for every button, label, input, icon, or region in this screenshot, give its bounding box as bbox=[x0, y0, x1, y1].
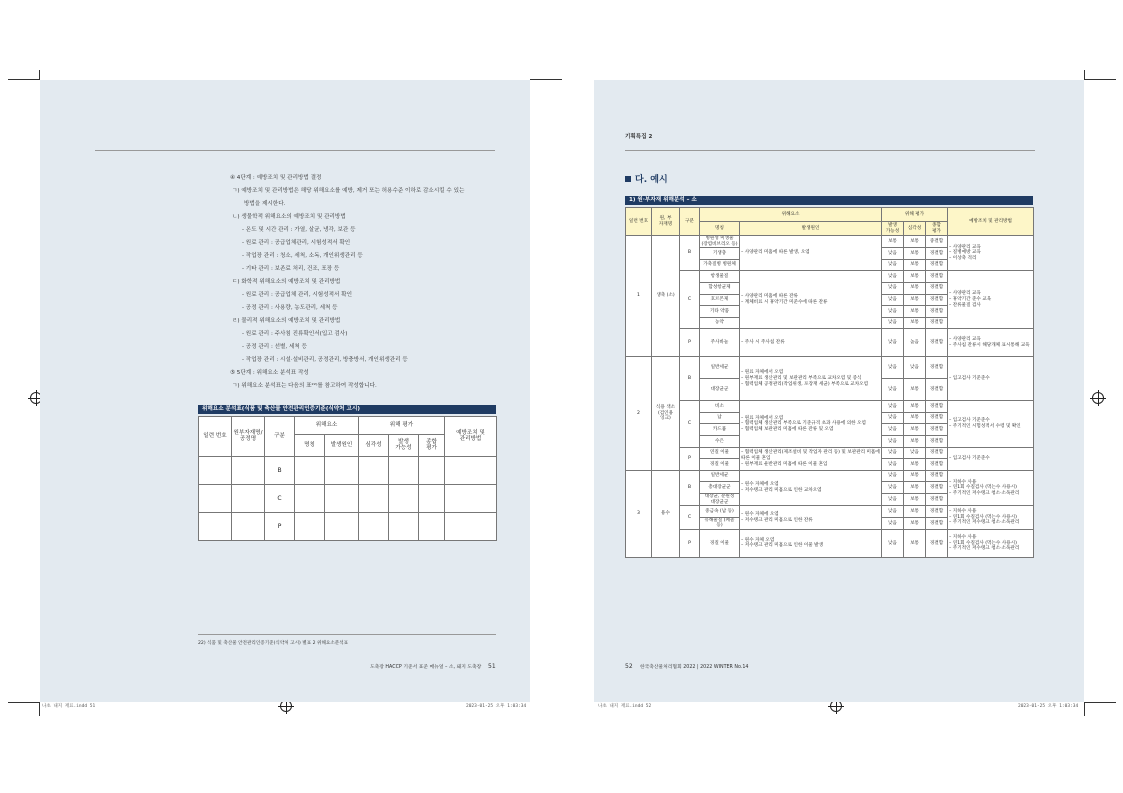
severity-cell: 보통 bbox=[904, 424, 926, 436]
likelihood-cell: 낮음 bbox=[882, 424, 904, 436]
control-cell: – 지하수 사용 – 연1회 수질검사 (먹는수 사용시) – 주기적인 저수탱크 청소·소독관리 bbox=[948, 506, 1034, 530]
control-cell: – 입고검사 기준준수 – 주기적인 시험성적서 수령 및 확인 bbox=[948, 401, 1034, 447]
hazard-name-cell: 중금속 (납 등) bbox=[700, 506, 740, 518]
hazard-name-cell: 일반세균 bbox=[700, 357, 740, 379]
step-text: - 공정 관리 : 선별, 세척 등 bbox=[242, 344, 307, 350]
overall-cell: 경결함 bbox=[926, 306, 948, 318]
section-title bbox=[625, 172, 668, 185]
severity-cell: 보통 bbox=[904, 459, 926, 471]
hazard-name-cell: 총대장균군 bbox=[700, 482, 740, 494]
control-cell: – 사양관리 교육 – 휴약기간 준수 교육 – 잔류물질 검사 bbox=[948, 271, 1034, 329]
slug-file: 나초 내지 재료.indd 52 bbox=[598, 704, 652, 709]
header-cell: 발생원인 bbox=[325, 435, 359, 457]
step-text: - 기타 관리 : 보존료 처리, 건조, 포장 등 bbox=[242, 266, 340, 272]
hazard-name-cell: 가축질병 병원체 bbox=[700, 259, 740, 271]
overall-cell: 경결함 bbox=[926, 379, 948, 401]
header-cell: 일련 번호 bbox=[199, 417, 232, 457]
material-cell: 생축 (소) bbox=[652, 236, 680, 357]
step-text: ④ 4단계 : 예방조치 및 관리방법 결정 bbox=[230, 175, 322, 181]
table-row bbox=[626, 401, 1034, 413]
overall-cell: 중결함 bbox=[926, 236, 948, 248]
table-body bbox=[626, 236, 1034, 558]
control-cell: – 입고검사 기준준수 bbox=[948, 447, 1034, 470]
overall-cell: 경결함 bbox=[926, 248, 948, 260]
overall-cell: 경결함 bbox=[926, 506, 948, 518]
crop-mark bbox=[1084, 70, 1085, 80]
step-text: - 원료 관리 : 공급업체관리, 시험성적서 확인 bbox=[242, 240, 351, 246]
likelihood-cell: 낮음 bbox=[882, 447, 904, 459]
hazard-name-cell: 수은 bbox=[700, 436, 740, 448]
severity-cell: 낮음 bbox=[904, 447, 926, 459]
header-cell: 종합 평가 bbox=[926, 222, 948, 236]
likelihood-cell: 낮음 bbox=[882, 470, 904, 482]
header-cell: 예방조치 및 관리방법 bbox=[445, 417, 497, 457]
crop-mark bbox=[8, 702, 40, 703]
severity-cell: 보통 bbox=[904, 379, 926, 401]
crop-mark bbox=[1084, 79, 1116, 80]
step-text: ㄷ) 화학적 위해요소의 예방조치 및 관리방법 bbox=[232, 279, 341, 285]
severity-cell: 보통 bbox=[904, 493, 926, 505]
severity-cell: 보통 bbox=[904, 317, 926, 329]
crop-mark bbox=[39, 70, 40, 80]
crop-mark bbox=[8, 79, 40, 80]
likelihood-cell: 낮음 bbox=[882, 294, 904, 306]
type-cell: P bbox=[680, 447, 700, 470]
severity-cell: 보통 bbox=[904, 248, 926, 260]
crop-mark bbox=[39, 702, 40, 716]
severity-cell: 낮음 bbox=[904, 357, 926, 379]
header-cell: 위해요소 bbox=[700, 208, 882, 222]
type-cell: B bbox=[680, 236, 700, 271]
likelihood-cell: 낮음 bbox=[882, 493, 904, 505]
hazard-name-cell: 대장균군 bbox=[700, 379, 740, 401]
raw-material-hazard-table bbox=[625, 207, 1034, 558]
likelihood-cell: 낮음 bbox=[882, 248, 904, 260]
crop-mark bbox=[1084, 702, 1116, 703]
severity-cell: 보통 bbox=[904, 282, 926, 294]
overall-cell: 경결함 bbox=[926, 470, 948, 482]
header-cell: 종합 평가 bbox=[419, 435, 445, 457]
slug-date: 2023-01-25 오후 1:03:34 bbox=[1018, 704, 1079, 709]
serial-number-cell: 1 bbox=[626, 236, 652, 357]
severity-cell: 보통 bbox=[904, 236, 926, 248]
hazard-name-cell: 대장균, 분원성 대장균군 bbox=[700, 493, 740, 505]
hazard-name-cell: 납 bbox=[700, 412, 740, 424]
likelihood-cell: 낮음 bbox=[882, 259, 904, 271]
step-text: ㄴ) 생물학적 위해요소의 예방조치 및 관리방법 bbox=[232, 214, 346, 220]
material-cell: 식용 색소 (검인용 잉크) bbox=[652, 357, 680, 471]
control-cell: – 사양관리 교육 – 질병예방 교육 – 이상축 격리 bbox=[948, 236, 1034, 271]
overall-cell: 경결함 bbox=[926, 271, 948, 283]
square-bullet-icon bbox=[625, 176, 631, 182]
step-text: - 원료 관리 : 주사침 진류확인서(입고 검사) bbox=[242, 331, 348, 337]
type-cell: P bbox=[680, 329, 700, 357]
severity-cell: 보통 bbox=[904, 470, 926, 482]
overall-cell: 경결함 bbox=[926, 517, 948, 529]
page-number: 51 bbox=[488, 663, 496, 670]
overall-cell: 경결함 bbox=[926, 493, 948, 505]
registration-mark-icon bbox=[1092, 392, 1104, 404]
slug-file: 나초 내지 재료.indd 51 bbox=[42, 704, 96, 709]
footnote: 22) 식품 및 축산물 안전관리인증기준(식약처 고시) 별표 2 위해요소분석표 bbox=[198, 641, 349, 646]
hazard-name-cell: 농약 bbox=[700, 317, 740, 329]
hazard-name-cell: 호르몬제 bbox=[700, 294, 740, 306]
severity-cell: 보통 bbox=[904, 259, 926, 271]
type-cell: P bbox=[680, 529, 700, 557]
table-row bbox=[626, 357, 1034, 379]
hazard-name-cell: 기생충 bbox=[700, 248, 740, 260]
step-text: ⑤ 5단계 : 위해요소 분석표 작성 bbox=[230, 370, 309, 376]
likelihood-cell: 낮음 bbox=[882, 306, 904, 318]
serial-number-cell: 2 bbox=[626, 357, 652, 471]
control-cell: – 지하수 사용 – 연1회 수질검사 (먹는수 사용시) – 주기적인 저수탱크 청소·소독관리 bbox=[948, 470, 1034, 505]
header-cell: 위해 평가 bbox=[882, 208, 948, 222]
section-label: 기획특집 2 bbox=[625, 134, 653, 140]
severity-cell: 보통 bbox=[904, 401, 926, 413]
severity-cell: 보통 bbox=[904, 271, 926, 283]
overall-cell: 경결함 bbox=[926, 436, 948, 448]
likelihood-cell: 낮음 bbox=[882, 436, 904, 448]
table-header-row bbox=[199, 417, 497, 435]
hazard-name-cell: 경질 이물 bbox=[700, 459, 740, 471]
header-cell: 예방조치 및 관리방법 bbox=[948, 208, 1034, 236]
header-cell: 위해 평가 bbox=[359, 417, 445, 435]
severity-cell: 보통 bbox=[904, 436, 926, 448]
likelihood-cell: 낮음 bbox=[882, 459, 904, 471]
hazard-name-cell: 유해물질 (페놀 등) bbox=[700, 517, 740, 529]
step-text: - 온도 및 시간 관리 : 가열, 살균, 냉각, 보관 등 bbox=[242, 227, 356, 233]
cause-cell: – 사양관리 미흡에 따른 발생, 오염 bbox=[740, 236, 882, 271]
type-cell: C bbox=[680, 401, 700, 447]
severity-cell: 보통 bbox=[904, 529, 926, 557]
likelihood-cell: 낮음 bbox=[882, 271, 904, 283]
overall-cell: 경결함 bbox=[926, 447, 948, 459]
left-table-caption: 위해요소 분석표(식품 및 축산물 안전관리인증기준(식약처 고시) bbox=[198, 405, 496, 414]
likelihood-cell: 낮음 bbox=[882, 401, 904, 413]
crop-mark bbox=[1084, 702, 1085, 716]
header-cell: 명칭 bbox=[295, 435, 325, 457]
control-cell: – 입고검사 기준준수 bbox=[948, 357, 1034, 401]
header-cell: 원, 부 자재명 bbox=[652, 208, 680, 236]
cause-cell: – 원료 자체에서 오염 – 원부재료 생산관리 및 보관관리 부족으로 교차오염 및 증식 – 협력업체 공정관리(작업위생, 포장재 세균) 부족으로 교차오염 bbox=[740, 357, 882, 401]
hazard-name-cell: 합성항균제 bbox=[700, 282, 740, 294]
header-cell: 심각성 bbox=[359, 435, 389, 457]
severity-cell: 보통 bbox=[904, 506, 926, 518]
cause-cell: – 원수 자체에 오염 – 저수탱크 관리 미흡으로 인한 잔류 bbox=[740, 506, 882, 530]
right-table-caption: 1) 원·부자재 위해분석 – 소 bbox=[625, 196, 1033, 205]
overall-cell: 경결함 bbox=[926, 482, 948, 494]
header-cell: 원부자재명/ 공정명 bbox=[232, 417, 265, 457]
left-page bbox=[40, 80, 530, 702]
step-text: ㄱ) 예방조치 및 관리방법은 해당 위해요소를 예방, 제거 또는 허용수준 이하로 감소시킬 수 있는 bbox=[232, 188, 465, 194]
material-cell: 용수 bbox=[652, 470, 680, 557]
overall-cell: 경결함 bbox=[926, 357, 948, 379]
step-text: ㄱ) 위해요소 분석표는 다음의 표²²⁾를 참고하여 작성합니다. bbox=[232, 383, 377, 389]
likelihood-cell: 낮음 bbox=[882, 329, 904, 357]
severity-cell: 보통 bbox=[904, 482, 926, 494]
step-text: - 작업장 관리 : 청소, 세척, 소독, 개인위생관리 등 bbox=[242, 253, 363, 259]
table-row bbox=[199, 513, 497, 541]
overall-cell: 경결함 bbox=[926, 459, 948, 471]
header-cell: 심각성 bbox=[904, 222, 926, 236]
hazard-name-cell: 비소 bbox=[700, 401, 740, 413]
step-text: 방법을 제시한다. bbox=[244, 201, 286, 207]
table-row bbox=[626, 236, 1034, 248]
likelihood-cell: 보통 bbox=[882, 236, 904, 248]
table-row bbox=[626, 329, 1034, 357]
table-row bbox=[626, 506, 1034, 518]
type-cell: B bbox=[265, 457, 295, 485]
cause-cell: – 원수 자체 오염 – 저수탱크 관리 미흡으로 인한 이물 발생 bbox=[740, 529, 882, 557]
type-cell: P bbox=[265, 513, 295, 541]
step-text: - 원료 관리 : 공급업체 관리, 시험성적서 확인 bbox=[242, 292, 352, 298]
likelihood-cell: 낮음 bbox=[882, 379, 904, 401]
likelihood-cell: 낮음 bbox=[882, 282, 904, 294]
overall-cell: 경결함 bbox=[926, 282, 948, 294]
hazard-name-cell: 주사바늘 bbox=[700, 329, 740, 357]
header-cell: 일련 번호 bbox=[626, 208, 652, 236]
hazard-name-cell: 경질 이물 bbox=[700, 529, 740, 557]
section-title-text: 다. 예시 bbox=[635, 175, 668, 185]
hazard-name-cell: 항생물질 bbox=[700, 271, 740, 283]
hazard-analysis-template-table bbox=[198, 416, 497, 541]
type-cell: C bbox=[680, 506, 700, 530]
cause-cell: – 사양관리 미흡에 따른 잔류 – 계체비료 시 휴약기간 미준수에 따른 잔류 bbox=[740, 271, 882, 329]
overall-cell: 경결함 bbox=[926, 259, 948, 271]
top-rule bbox=[95, 150, 495, 151]
header-cell: 구분 bbox=[680, 208, 700, 236]
running-footer: 한국축산물처리협회 2022 | 2022 WINTER No.14 bbox=[640, 665, 749, 670]
severity-cell: 보통 bbox=[904, 412, 926, 424]
hazard-name-cell: 병원성 미생물 (장염비브리오 등) bbox=[701, 236, 738, 247]
severity-cell: 높음 bbox=[904, 329, 926, 357]
table-row bbox=[626, 271, 1034, 283]
running-footer: 도축장 HACCP 기준서 표준 매뉴얼 – 소, 돼지 도축장 bbox=[370, 665, 482, 670]
control-cell: – 지하수 사용 – 연1회 수질검사 (먹는수 사용시) – 주기적인 저수탱크 청소·소독관리 bbox=[948, 529, 1034, 557]
cause-cell: – 원수 자체에 오염 – 저수탱크 관리 미흡으로 인한 교차오염 bbox=[740, 470, 882, 505]
table-row bbox=[626, 470, 1034, 482]
severity-cell: 보통 bbox=[904, 294, 926, 306]
slug-date: 2023-01-25 오후 1:03:34 bbox=[466, 704, 527, 709]
crop-mark bbox=[530, 79, 562, 80]
table-row bbox=[199, 485, 497, 513]
header-cell: 발생 가능성 bbox=[389, 435, 419, 457]
overall-cell: 경결함 bbox=[926, 412, 948, 424]
serial-number-cell: 3 bbox=[626, 470, 652, 557]
overall-cell: 경결함 bbox=[926, 317, 948, 329]
footnote-rule bbox=[198, 634, 496, 635]
header-cell: 발생 가능성 bbox=[882, 222, 904, 236]
cause-cell: – 주사 시 주사침 잔류 bbox=[740, 329, 882, 357]
likelihood-cell: 낮음 bbox=[882, 317, 904, 329]
likelihood-cell: 낮음 bbox=[882, 412, 904, 424]
overall-cell: 경결함 bbox=[926, 401, 948, 413]
control-cell: – 사양관리 교육 – 주사침 잔류시 해당개체 표시통해 교육 bbox=[948, 329, 1034, 357]
table-row bbox=[626, 529, 1034, 557]
severity-cell: 보통 bbox=[904, 517, 926, 529]
hazard-name-cell: 기타 약품 bbox=[700, 306, 740, 318]
table-row bbox=[626, 447, 1034, 459]
likelihood-cell: 낮음 bbox=[882, 506, 904, 518]
step-text: - 작업장 관리 : 시설·설비관리, 공정관리, 방충방서, 개인위생관리 등 bbox=[242, 357, 408, 363]
table-row bbox=[199, 457, 497, 485]
type-cell: B bbox=[680, 470, 700, 505]
likelihood-cell: 낮음 bbox=[882, 517, 904, 529]
type-cell: B bbox=[680, 357, 700, 401]
hazard-name-cell: 일반세균 bbox=[700, 470, 740, 482]
top-rule bbox=[625, 150, 1035, 151]
severity-cell: 보통 bbox=[904, 306, 926, 318]
cause-cell: – 원료 자체에서 오염 – 협력업체 생산관리 부족으로 기준규격 초과 사용에 의한 오염 – 협력업체 보관관리 미흡에 따른 잔류 및 오염 bbox=[740, 401, 882, 447]
header-cell: 발생원인 bbox=[740, 222, 882, 236]
likelihood-cell: 낮음 bbox=[882, 529, 904, 557]
cause-cell: – 협력업체 생산관리(제조설비 및 작업자 관리 등) 및 보관관리 미흡에 따른 이물 혼입 – 원부재료 운반관리 미흡에 따른 이물 혼입 bbox=[740, 447, 882, 470]
page-number: 52 bbox=[625, 663, 633, 670]
header-cell: 명칭 bbox=[700, 222, 740, 236]
table-header-row bbox=[626, 208, 1034, 222]
step-text: ㄹ) 물리적 위해요소의 예방조치 및 관리방법 bbox=[232, 318, 341, 324]
type-cell: C bbox=[265, 485, 295, 513]
step-text: - 공정 관리 : 사용량, 농도관리, 세척 등 bbox=[242, 305, 338, 311]
hazard-name-cell: 카드뮴 bbox=[700, 424, 740, 436]
likelihood-cell: 낮음 bbox=[882, 482, 904, 494]
header-cell: 구분 bbox=[265, 417, 295, 457]
header-cell: 위해요소 bbox=[295, 417, 359, 435]
hazard-name-cell: 연질 이물 bbox=[700, 447, 740, 459]
overall-cell: 경결함 bbox=[926, 294, 948, 306]
overall-cell: 경결함 bbox=[926, 529, 948, 557]
type-cell: C bbox=[680, 271, 700, 329]
likelihood-cell: 낮음 bbox=[882, 357, 904, 379]
overall-cell: 경결함 bbox=[926, 424, 948, 436]
overall-cell: 경결함 bbox=[926, 329, 948, 357]
